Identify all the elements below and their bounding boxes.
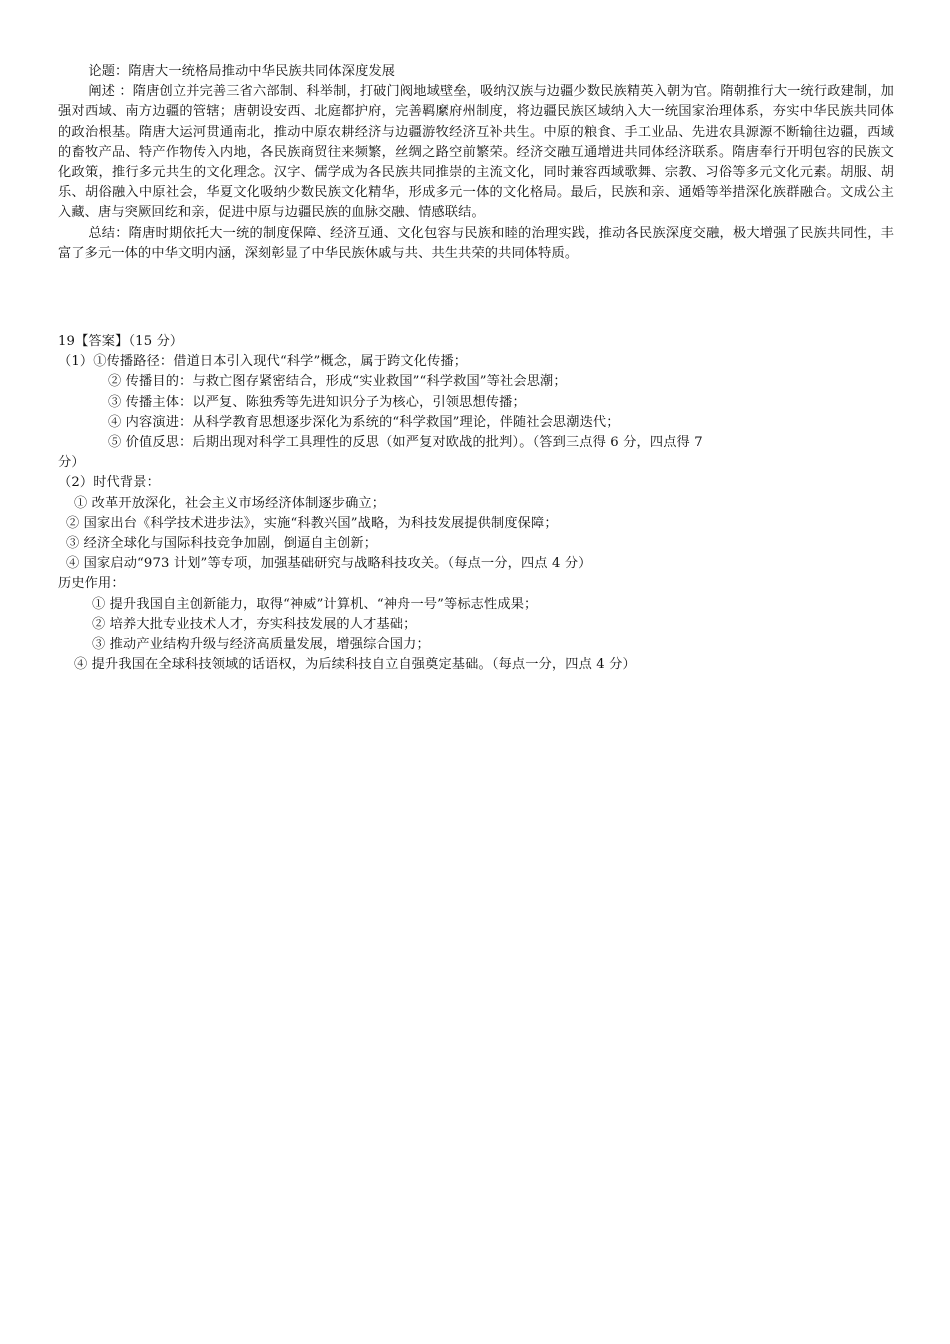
role-item-2: ② 培养大批专业技术人才，夯实科技发展的人才基础； <box>92 616 417 632</box>
question-19-answer <box>58 332 894 675</box>
summary-paragraph <box>58 224 894 264</box>
topic-text: 隋唐大一统格局推动中华民族共同体深度发展 <box>128 64 396 79</box>
part2-background-label: （2）时代背景： <box>58 475 160 491</box>
topic-label: 论题： <box>88 64 129 79</box>
background-item-3: ③ 经济全球化与国际科技竞争加剧，倒逼自主创新； <box>66 536 378 552</box>
exposition-text: 隋唐创立并完善三省六部制、科举制，打破门阀地域壁垒，吸纳汉族与边疆少数民族精英入朝为官。隋朝推行大一统行政建制，加强对西域、南方边疆的管辖；唐朝设安西、北庭都护府，完善羁縻府州制度，将边疆民族区域纳入大一统国家治理体系，夯实中华民族共同体的政治根基。隋唐大运河贯通南北，推动中原农耕经济与边疆游牧经济互补共生。中原的粮食、手工业品、先进农具源源不断输往边疆，西域的畜牧产品、特产作物传入内地，各民族商贸往来频繁，丝绸之路空前繁荣。经济交融互通增进共同体经济联系。隋唐奉行开明包容的民族文化政策，推行多元共生的文化理念。汉字、儒学成为各民族共同推崇的主流文化，同时兼容西域歌舞、宗教、习俗等多元文化元素。胡服、胡乐、胡俗融入中原社会，华夏文化吸纳少数民族文化精华，形成多元一体的文化格局。最后，民族和亲、通婚等举措深化族群融合。文成公主入藏、唐与突厥回纥和亲，促进中原与边疆民族的血脉交融、情感联结。 <box>58 84 895 221</box>
part1-item-1 <box>58 352 894 372</box>
part1-item-text: ①传播路径：借道日本引入现代“科学”概念，属于跨文化传播； <box>93 354 468 370</box>
summary-text: 隋唐时期依托大一统的制度保障、经济互通、文化包容与民族和睦的治理实践，推动各民族深度交融，极大增强了民族共同性，丰富了多元一体的中华文明内涵，深刻彰显了中华民族休戚与共、共生共荣的共同体特质。 <box>58 225 895 261</box>
exposition-label: 阐述 ： <box>88 84 133 100</box>
summary-label: 总结： <box>88 225 129 241</box>
background-item-4: ④ 国家启动“973 计划”等专项，加强基础研究与战略科技攻关。（每点一分，四点 4 分） <box>66 556 592 572</box>
exposition-paragraph <box>58 82 894 223</box>
part1-item-4: ④ 内容演进：从科学教育思想逐步深化为系统的“科学救国”理论，伴随社会思潮迭代； <box>108 414 620 430</box>
part1-item-3: ③ 传播主体：以严复、陈独秀等先进知识分子为核心，引领思想传播； <box>108 394 526 410</box>
background-item-1: ① 改革开放深化，社会主义市场经济体制逐步确立； <box>74 495 386 511</box>
historical-role-label: 历史作用： <box>58 576 125 592</box>
part1-item-2: ② 传播目的：与救亡图存紧密结合，形成“实业救国”“科学救国”等社会思潮； <box>108 374 567 390</box>
question-18-answer <box>58 62 894 264</box>
role-item-4: ④ 提升我国在全球科技领域的话语权，为后续科技自立自强奠定基础。（每点一分，四点 4 分） <box>74 657 636 673</box>
part1-item-5: ⑤ 价值反思：后期出现对科学工具理性的反思（如严复对欧战的批判）。（答到三点得 6 分，四点得 7 <box>108 435 703 451</box>
topic-line <box>58 62 894 82</box>
question-19-title: 19【答案】（15 分） <box>58 334 184 349</box>
role-item-1: ① 提升我国自主创新能力，取得“神威”计算机、“神舟一号”等标志性成果； <box>92 596 538 612</box>
role-item-3: ③ 推动产业结构升级与经济高质量发展，增强综合国力； <box>92 637 430 653</box>
part1-label: （1） <box>58 354 94 370</box>
part1-item-5-tail: 分） <box>58 455 85 471</box>
background-item-2: ② 国家出台《科学技术进步法》，实施“科教兴国”战略，为科技发展提供制度保障； <box>66 515 558 531</box>
